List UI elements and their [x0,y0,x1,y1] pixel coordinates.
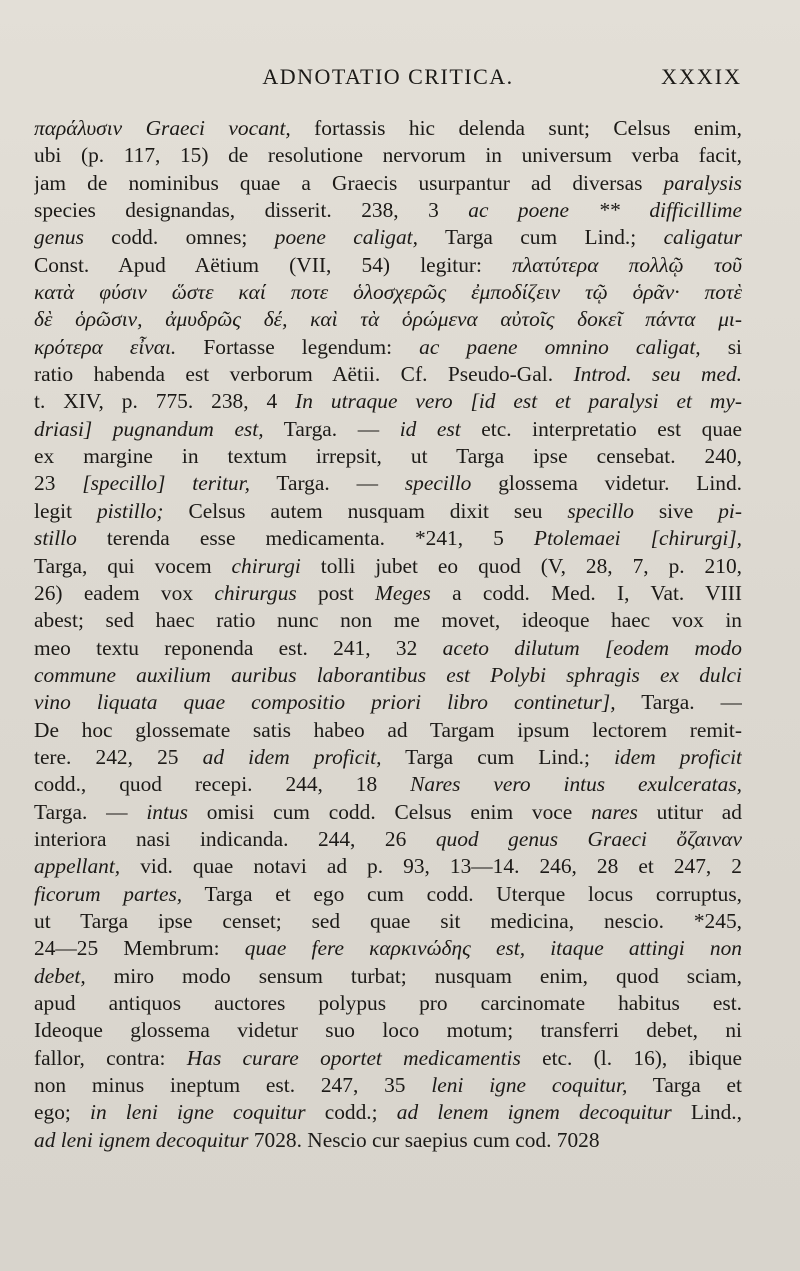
italic-segment: ficorum partes, [34,881,183,906]
text-line [34,525,742,552]
text-line [34,853,742,880]
text-segment: legit [34,498,97,523]
text-line [34,498,742,525]
italic-segment: Ptolemaei [chirurgi], [533,526,742,551]
text-line [34,224,742,251]
text-line [34,799,742,826]
italic-segment: aceto dilutum [eodem modo [442,635,742,660]
text-line [34,717,742,744]
text-line [34,334,742,361]
text-line [34,1099,742,1126]
text-line [34,607,742,634]
italic-segment: pistillo; [96,498,164,523]
italic-segment: specillo [567,498,634,523]
text-segment: Const. Apud Aëtium (VII, 54) legitur: [34,252,513,277]
italic-segment: driasi] pugnandum est, [34,416,264,441]
text-segment: Targa. — [615,690,742,715]
text-line [34,279,742,306]
text-segment: post [296,580,375,605]
text-segment: Targa. — [249,471,405,496]
page-number: XXXIX [661,64,742,89]
text-line [34,662,742,689]
text-segment: a codd. Med. I, Vat. VIII [430,580,742,605]
text-line [34,252,742,279]
text-line [34,990,742,1017]
text-segment: jam de nominibus quae a Graecis usurpantur ad diversas [34,170,664,195]
text-line [34,635,742,662]
italic-segment: quae fere καρκινώδης est, itaque attingi non [244,936,742,961]
italic-segment: Has curare oportet medicamentis [186,1045,521,1070]
text-line [34,115,742,142]
italic-segment: [specillo] teritur, [82,471,250,496]
italic-segment: πλατύτερα πολλῷ τοῦ [512,252,742,277]
text-line [34,142,742,169]
text-segment: meo textu reponenda est. 241, 32 [34,635,443,660]
text-segment: tolli jubet eo quod (V, 28, 7, p. 210, [300,553,742,578]
text-line [34,771,742,798]
text-segment: Targa et [627,1073,742,1098]
text-segment: Targa cum Lind.; [417,225,664,250]
text-segment: De hoc glossemate satis habeo ad Targam ipsum lectorem remit- [34,717,742,742]
text-segment: utitur ad [637,799,742,824]
text-segment: 24—25 Membrum: [34,936,245,961]
text-segment: interiora nasi indicanda. 244, 26 [34,826,436,851]
italic-segment: leni igne coquitur, [431,1073,628,1098]
italic-segment: pi- [718,498,742,523]
italic-segment: ad idem proficit, [202,744,382,769]
italic-segment: ad lenem ignem decoquitur [396,1100,672,1125]
text-line [34,416,742,443]
commentary-text [34,115,742,1154]
italic-segment: vino liquata quae compositio priori libro continetur], [34,690,616,715]
text-segment: Targa, qui vocem [34,553,232,578]
text-line [34,553,742,580]
text-line [34,197,742,224]
text-line [34,935,742,962]
italic-segment: genus [34,225,84,250]
text-segment: ut Targa ipse censet; sed quae sit medicina, nescio. *245, [34,908,742,933]
italic-segment: in leni igne coquitur [90,1100,306,1125]
text-line [34,1017,742,1044]
text-segment: ex margine in textum irrepsit, ut Targa ipse censebat. 240, [34,444,742,469]
italic-segment: ac poene ** difficillime [468,198,742,223]
text-line [34,881,742,908]
text-segment: glossema videtur. Lind. [471,471,742,496]
text-segment: abest; sed haec ratio nunc non me movet, ideoque haec vox in [34,608,742,633]
text-segment: fallor, contra: [34,1045,187,1070]
italic-segment: παράλυσιν Graeci vocant, [34,116,291,140]
text-segment: Lind., [671,1100,742,1125]
italic-segment: commune auxilium auribus laborantibus est Polybi sphragis ex dulci [34,662,742,687]
italic-segment: ac paene omnino caligat, [419,334,701,359]
text-line [34,1127,742,1154]
text-segment: etc. (l. 16), ibique [520,1045,742,1070]
italic-segment: δὲ ὁρῶσιν, ἀμυδρῶς δέ, καὶ τὰ ὁρώμενα αὐτοῖς δοκεῖ πάντα μι- [34,307,742,332]
text-segment: fortassis hic delenda sunt; Celsus enim, [290,116,742,140]
italic-segment: Nares vero intus exulceratas, [410,772,742,797]
text-line [34,1072,742,1099]
italic-segment: κρότερα εἶναι. [34,334,177,359]
text-segment: 7028. Nescio cur saepius cum cod. 7028 [248,1127,600,1152]
text-segment: Targa. — [263,416,400,441]
text-segment: t. XIV, p. 775. 238, 4 [34,389,296,414]
italic-segment: κατὰ φύσιν ὥστε καί ποτε ὁλοσχερῶς ἐμποδίζειν τῷ ὁρᾶν· ποτὲ [34,280,742,305]
text-segment: terenda esse medicamenta. *241, 5 [76,526,534,551]
text-line [34,470,742,497]
text-segment: codd., quod recepi. 244, 18 [34,772,411,797]
text-segment: Targa et ego cum codd. Uterque locus corruptus, [182,881,742,906]
italic-segment: stillo [34,526,77,551]
text-segment: Targa cum Lind.; [381,744,615,769]
text-segment: non minus ineptum est. 247, 35 [34,1073,432,1098]
text-segment: miro modo sensum turbat; nusquam enim, quod sciam, [85,963,742,988]
page-header [34,64,742,96]
text-segment: vid. quae notavi ad p. 93, 13—14. 246, 28 et 247, 2 [120,854,742,879]
text-line [34,306,742,333]
text-line [34,1045,742,1072]
text-line [34,826,742,853]
text-segment: species designandas, disserit. 238, 3 [34,198,469,223]
text-segment: codd. omnes; [83,225,275,250]
italic-segment: id est [399,416,461,441]
italic-segment: debet, [34,963,86,988]
text-line [34,170,742,197]
italic-segment: specillo [404,471,472,496]
italic-segment: appellant, [34,854,121,879]
text-segment: si [700,334,742,359]
text-line [34,361,742,388]
text-line [34,963,742,990]
text-segment: codd.; [305,1100,397,1125]
text-segment: Celsus autem nusquam dixit seu [163,498,568,523]
italic-segment: Meges [375,580,431,605]
text-line [34,908,742,935]
italic-segment: poene caligat, [274,225,418,250]
italic-segment: chirurgi [231,553,301,578]
text-segment: Fortasse legendum: [176,334,420,359]
italic-segment: In utraque vero [id est et paralysi et my- [295,389,742,414]
italic-segment: Introd. seu med. [573,362,742,387]
text-line [34,580,742,607]
text-segment: omisi cum codd. Celsus enim voce [187,799,592,824]
text-segment: sive [633,498,719,523]
text-segment: Ideoque glossema videtur suo loco motum; transferri debet, ni [34,1018,742,1043]
text-segment: apud antiquos auctores polypus pro carcinomate habitus est. [34,991,742,1015]
italic-segment: nares [591,799,638,824]
text-line [34,443,742,470]
italic-segment: paralysis [663,170,742,195]
italic-segment: caligatur [663,225,742,250]
text-line [34,388,742,415]
text-line [34,689,742,716]
text-segment: tere. 242, 25 [34,744,203,769]
italic-segment: quod genus Graeci ὄζαιναν [435,826,742,851]
text-segment: ubi (p. 117, 15) de resolutione nervorum in universum verba facit, [34,143,742,168]
text-segment: etc. interpretatio est quae [460,416,742,441]
text-segment: 26) eadem vox [34,580,215,605]
text-line [34,744,742,771]
running-title: ADNOTATIO CRITICA. [262,64,514,89]
italic-segment: ad leni ignem decoquitur [34,1127,249,1152]
text-segment: ratio habenda est verborum Aëtii. Cf. Pseudo-Gal. [34,362,574,387]
italic-segment: intus [146,799,188,824]
text-segment: ego; [34,1100,90,1125]
text-segment: 23 [34,471,83,496]
italic-segment: idem proficit [614,744,742,769]
italic-segment: chirurgus [214,580,297,605]
text-segment: Targa. — [34,799,147,824]
